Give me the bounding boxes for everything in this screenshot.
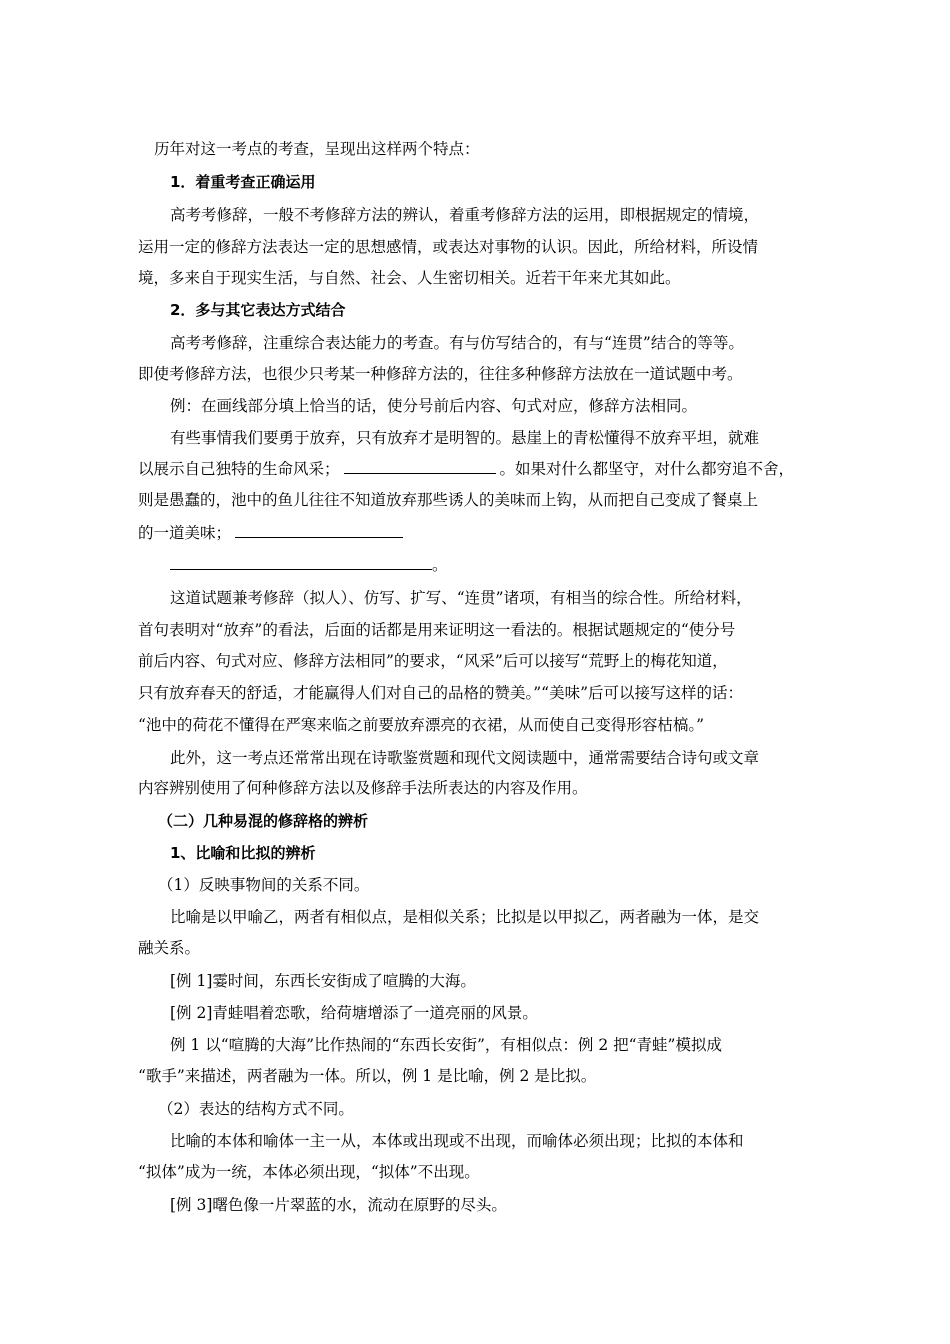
paragraph-text: “拟体”成为一统，本体必须出现，“拟体”不出现。 [138, 1163, 480, 1181]
fill-blank-line [235, 523, 403, 538]
paragraph-text: 高考考修辞，注重综合表达能力的考查。有与仿写结合的，有与“连贯”结合的等等。 [170, 334, 744, 352]
paragraph-text: 境，多来自于现实生活，与自然、社会、人生密切相关。近若干年来尤其如此。 [138, 269, 681, 287]
paragraph-text: 只有放弃春天的舒适，才能赢得人们对自己的品格的赞美。”“美味”后可以接写这样的话： [138, 684, 744, 702]
paragraph-text [138, 459, 830, 479]
paragraph-text: “池中的荷花不懂得在严寒来临之前要放弃漂亮的衣裙，从而使自己变得形容枯槁。” [138, 716, 705, 734]
paragraph-text: 前后内容、句式对应、修辞方法相同”的要求，“风采”后可以接写“荒野上的梅花知道， [138, 652, 728, 670]
example-sentence: [例 1]霎时间，东西长安街成了喧腾的大海。 [170, 972, 476, 990]
paragraph-text [170, 555, 830, 575]
fill-blank-line [344, 459, 496, 474]
paragraph-text: 则是愚蠢的，池中的鱼儿往往不知道放弃那些诱人的美味而上钩，从而把自己变成了餐桌上 [138, 491, 759, 509]
fill-blank-line [170, 555, 432, 570]
heading-1: 1．着重考查正确运用 [170, 173, 316, 191]
paragraph-text: 内容辨别使用了何种修辞方法以及修辞手法所表达的内容及作用。 [138, 779, 588, 797]
subsection-heading: 1、比喻和比拟的辨析 [170, 844, 316, 862]
text-segment: 以展示自己独特的生命风采； [138, 460, 340, 478]
paragraph-text: “歌手”来描述，两者融为一体。所以，例 1 是比喻，例 2 是比拟。 [138, 1067, 597, 1085]
heading-2: 2．多与其它表达方式结合 [170, 301, 346, 319]
section-heading: （二）几种易混的修辞格的辨析 [158, 812, 369, 830]
point-heading: （2）表达的结构方式不同。 [158, 1100, 354, 1118]
example-instruction: 例：在画线部分填上恰当的话，使分号前后内容、句式对应，修辞方法相同。 [170, 397, 698, 415]
paragraph-text: 首句表明对“放弃”的看法，后面的话都是用来证明这一看法的。根据试题规定的“使分号 [138, 621, 736, 639]
paragraph-text: 比喻是以甲喻乙，两者有相似点，是相似关系；比拟是以甲拟乙，两者融为一体，是交 [170, 908, 760, 926]
paragraph-text: 有些事情我们要勇于放弃，只有放弃才是明智的。悬崖上的青松懂得不放弃平坦，就难 [170, 429, 760, 447]
paragraph-text: 例 1 以“喧腾的大海”比作热闹的“东西长安街”，有相似点：例 2 把“青蛙”模拟成 [170, 1036, 722, 1054]
text-segment: 的一道美味； [138, 524, 232, 542]
text-segment: 。如果对什么都坚守，对什么都穷追不舍， [499, 460, 795, 478]
paragraph-text: 这道试题兼考修辞（拟人）、仿写、扩写、“连贯”诸项，有相当的综合性。所给材料， [170, 589, 752, 607]
paragraph-text: 运用一定的修辞方法表达一定的思想感情，或表达对事物的认识。因此，所给材料，所设情 [138, 238, 759, 256]
example-sentence: [例 3]曙色像一片翠蓝的水，流动在原野的尽头。 [170, 1196, 507, 1214]
point-heading: （1）反映事物间的关系不同。 [158, 876, 370, 894]
paragraph-text [138, 523, 830, 543]
paragraph-intro: 历年对这一考点的考查，呈现出这样两个特点： [154, 140, 480, 158]
paragraph-text: 即使考修辞方法，也很少只考某一种修辞方法的，往往多种修辞方法放在一道试题中考。 [138, 365, 743, 383]
paragraph-text: 融关系。 [138, 939, 201, 957]
example-sentence: [例 2]青蛙唱着恋歌，给荷塘增添了一道亮丽的风景。 [170, 1004, 538, 1022]
text-segment: 。 [432, 556, 448, 574]
paragraph-text: 高考考修辞，一般不考修辞方法的辨认，着重考修辞方法的运用，即根据规定的情境， [170, 206, 760, 224]
paragraph-text: 比喻的本体和喻体一主一从，本体或出现或不出现，而喻体必须出现；比拟的本体和 [170, 1132, 744, 1150]
paragraph-text: 此外，这一考点还常常出现在诗歌鉴赏题和现代文阅读题中，通常需要结合诗句或文章 [170, 749, 760, 767]
